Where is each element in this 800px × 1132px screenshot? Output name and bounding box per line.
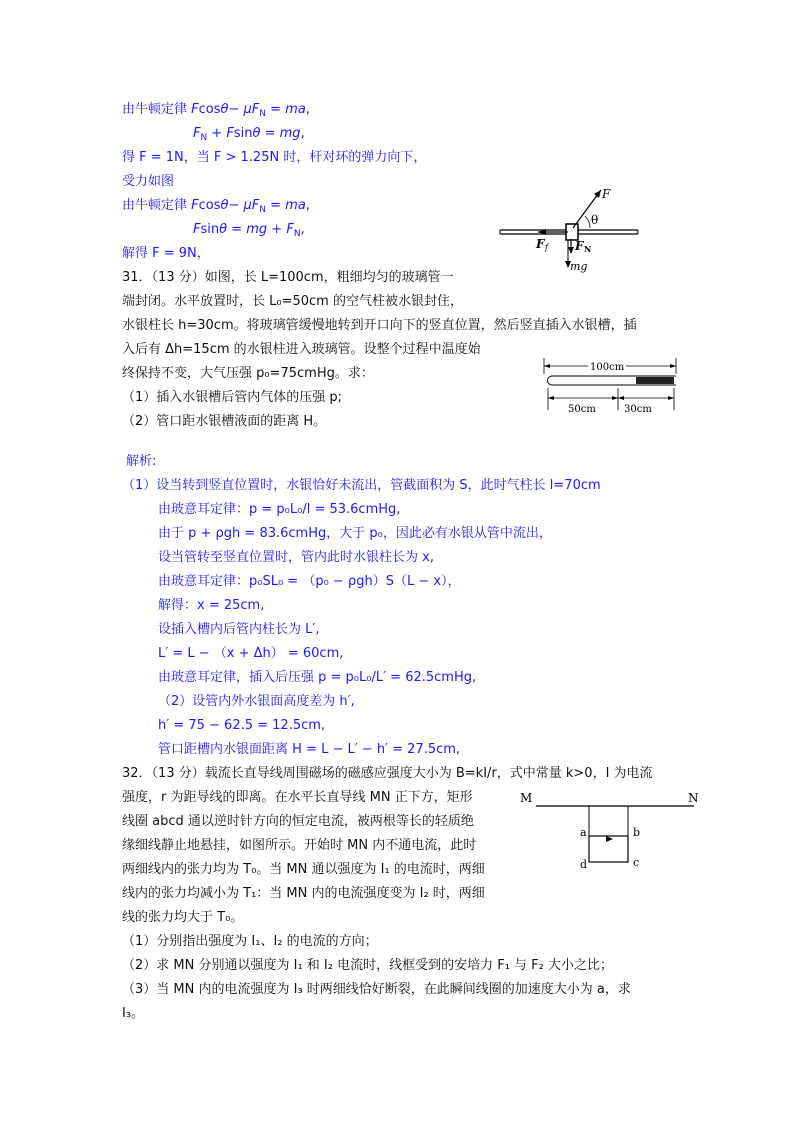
q31-part-2: （2）管口距水银槽液面的距离 H。 [122,414,327,429]
mercury-column-label: 30cm [624,404,652,415]
sol31-line-7: 设插入槽内后管内柱长为 L′, [158,622,320,637]
corner-label-a: a [580,826,587,839]
normal-sub: N [584,244,592,254]
force-diagram-caption: 受力如图 [122,174,175,189]
glass-tube-diagram [540,352,680,422]
sol31-line-8: L′ = L − （x + Δh） = 60cm, [158,646,344,661]
corner-label-d: d [580,858,588,871]
sol31-line-11: h′ = 75 − 62.5 = 12.5cm, [158,718,326,733]
sol31-line-6: 解得：x = 25cm, [158,598,265,613]
q32-part-1: （1）分别指出强度为 I₁、I₂ 的电流的方向； [122,934,378,949]
newton-law-line-2: $F_N + Fsin\theta$ = mg, [193,126,305,143]
sol31-line-9: 由玻意耳定律，插入后压强 p = p₀L₀/L′ = 62.5cmHg, [158,670,477,685]
q32-part-3: （3）当 MN 内的电流强度为 I₃ 时两细线恰好断裂，在此瞬间线圈的加速度大小为 a，求 [122,982,631,997]
wire-label-n: N [688,791,699,805]
sol31-line-3: 由于 p + ρgh = 83.6cmHg，大于 p₀，因此必有水银从管中流出， [158,526,552,541]
sol31-line-4: 设当管转至竖直位置时，管内此时水银柱长为 x, [158,550,434,565]
q32-line-5: 两细线内的张力均为 T₀。当 MN 通以强度为 I₁ 的电流时，两细 [122,862,485,877]
gas-column-label: 50cm [568,404,596,415]
theta-label: θ [591,213,599,227]
q32-line-1: 32．（13 分）载流长直导线周围磁场的磁感应强度大小为 B=kI/r，式中常量 k>0，I 为电流 [122,766,653,781]
sol31-line-1: （1）设当转到竖直位置时，水银恰好未流出，管截面积为 S，此时气柱长 l=70cm [122,478,601,493]
sol31-line-12: 管口距槽内水银面距离 H = L − L′ − h′ = 27.5cm, [158,742,461,757]
newton-law-line-4: Fsinθ = mg + $F_N$, [193,222,305,239]
friction-sub: f [545,243,548,252]
friction-label: F [536,237,545,251]
q31-line-1: 31．（13 分）如图，长 L=100cm，粗细均匀的玻璃管一 [122,270,454,285]
sol31-line-5: 由玻意耳定律：p₀SL₀ = （p₀ − ρgh）S（L − x）， [158,574,461,589]
q32-line-2: 强度，r 为距导线的即离。在水平长直导线 MN 正下方，矩形 [122,790,473,805]
corner-label-b: b [633,826,641,839]
q31-line-5: 终保持不变，大气压强 p₀=75cmHg。求： [122,366,374,381]
corner-label-c: c [633,856,640,869]
q32-line-7: 线的张力均大于 T₀。 [122,910,244,925]
solution-title: 解析: [126,454,157,469]
sol31-line-2: 由玻意耳定律：p = p₀L₀/l = 53.6cmHg, [158,502,401,517]
newton-law-line-3: 由牛顿定律 $Fcos\theta- \mu F_N$ = ma, [122,198,310,215]
q31-line-4: 入后有 Δh=15cm 的水银柱进入玻璃管。设整个过程中温度始 [122,342,481,357]
wire-loop-diagram [516,786,712,872]
q32-line-4: 缘细线静止地悬挂，如图所示。开始时 MN 内不通电流，此时 [122,838,477,853]
q32-part-3-cont: I₃。 [122,1006,145,1021]
answer-line: 解得 F = 9N， [122,246,210,261]
q31-line-3: 水银柱长 h=30cm。将玻璃管缓慢地转到开口向下的竖直位置，然后竖直插入水银槽，插 [122,318,637,333]
normal-label: F [575,239,584,253]
wire-label-m: M [520,791,533,805]
q32-part-2: （2）求 MN 分别通以强度为 I₁ 和 I₂ 电流时，线框受到的安培力 F₁ 与 F₂ 大小之比； [122,958,614,973]
q31-part-1: （1）插入水银槽后管内气体的压强 p; [122,390,343,405]
q32-line-6: 线内的张力均减小为 T₁：当 MN 内的电流强度变为 I₂ 时，两细 [122,886,485,901]
result-line: 得 F = 1N，当 F > 1.25N 时，杆对环的弹力向下， [122,150,427,165]
sol31-line-10: （2）设管内外水银面高度差为 h′, [158,694,355,709]
force-diagram [498,184,640,276]
newton-law-line-1: 由牛顿定律 $Fcos\theta- \mu F_N$ = ma, [122,102,310,119]
gravity-label: mg [570,260,588,273]
force-f-label: F [602,187,611,201]
q31-line-2: 端封闭。水平放置时，长 L₀=50cm 的空气柱被水银封住， [122,294,463,309]
total-length-label: 100cm [590,362,625,373]
q32-line-3: 线圈 abcd 通以逆时针方向的恒定电流，被两根等长的轻质绝 [122,814,474,829]
